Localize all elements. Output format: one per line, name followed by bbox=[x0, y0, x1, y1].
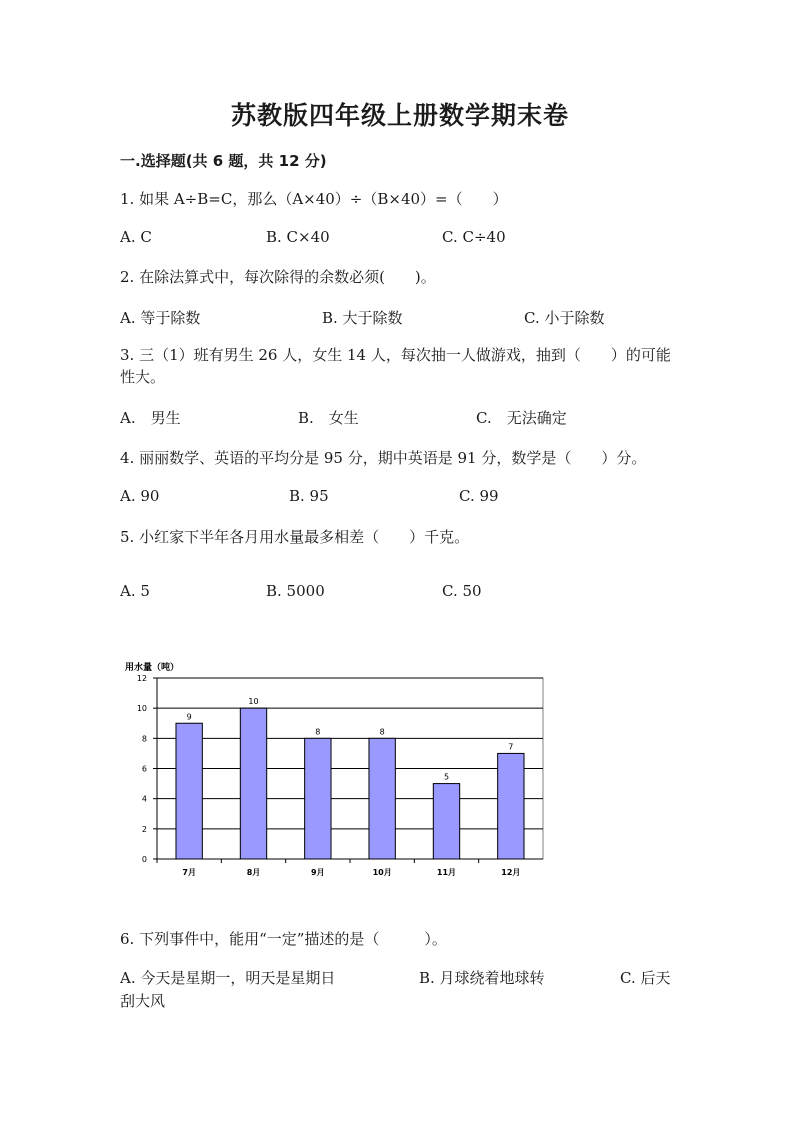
q6-option-a: A. 今天是星期一，明天是星期日 bbox=[120, 969, 336, 987]
chart-y-axis-label: 用水量（吨） bbox=[125, 663, 180, 673]
x-tick-label: 9月 bbox=[311, 868, 325, 877]
y-tick-label: 12 bbox=[136, 674, 147, 683]
q2-option-b: B. 大于除数 bbox=[322, 309, 403, 327]
data-label: 7 bbox=[508, 742, 514, 752]
y-tick-label: 2 bbox=[141, 824, 147, 834]
y-tick-label: 8 bbox=[141, 734, 147, 744]
q3-option-a: A. 男生 bbox=[120, 409, 181, 427]
data-label: 5 bbox=[443, 772, 450, 782]
bar-8月 bbox=[240, 708, 266, 859]
chart-grid bbox=[153, 678, 543, 863]
y-tick-label: 0 bbox=[141, 855, 147, 864]
q2-option-c: C. 小于除数 bbox=[524, 309, 605, 327]
q1-option-b: B. C×40 bbox=[266, 228, 330, 246]
y-tick-label: 6 bbox=[141, 764, 147, 774]
q4-option-a: A. 90 bbox=[120, 487, 160, 505]
q1-option-a: A. C bbox=[120, 228, 152, 246]
q5-option-b: B. 5000 bbox=[266, 582, 325, 600]
bar-10月 bbox=[369, 738, 395, 859]
q5-option-c: C. 50 bbox=[442, 582, 482, 600]
x-tick-label: 7月 bbox=[182, 868, 196, 877]
x-tick-label: 10月 bbox=[372, 868, 392, 877]
water-usage-bar-chart bbox=[115, 655, 555, 885]
data-label: 8 bbox=[315, 727, 321, 737]
bar-9月 bbox=[305, 738, 331, 859]
data-label: 9 bbox=[186, 712, 192, 722]
q4-option-b: B. 95 bbox=[289, 487, 329, 505]
q6-option-c-line2: 刮大风 bbox=[120, 992, 166, 1010]
question-4: 4. 丽丽数学、英语的平均分是 95 分，期中英语是 91 分，数学是（ ）分。 bbox=[120, 449, 647, 467]
y-tick-label: 4 bbox=[141, 794, 147, 804]
section-heading: 一.选择题(共 6 题，共 12 分) bbox=[120, 152, 327, 170]
y-tick-label: 10 bbox=[136, 704, 147, 714]
chart-bars bbox=[176, 708, 524, 859]
q3-option-b: B. 女生 bbox=[298, 409, 359, 427]
x-tick-label: 11月 bbox=[436, 868, 457, 877]
question-5: 5. 小红家下半年各月用水量最多相差（ ）千克。 bbox=[120, 528, 470, 546]
question-2: 2. 在除法算式中，每次除得的余数必须( )。 bbox=[120, 268, 436, 286]
q2-option-a: A. 等于除数 bbox=[120, 309, 201, 327]
question-6: 6. 下列事件中，能用“一定”描述的是（ ）。 bbox=[120, 930, 447, 948]
q5-option-a: A. 5 bbox=[120, 582, 150, 600]
x-tick-label: 8月 bbox=[246, 868, 261, 877]
q6-option-c-line1: C. 后天 bbox=[620, 969, 671, 987]
x-tick-label: 12月 bbox=[501, 868, 521, 877]
page-title: 苏教版四年级上册数学期末卷 bbox=[230, 101, 569, 130]
question-1: 1. 如果 A÷B=C，那么（A×40）÷（B×40）=（ ） bbox=[120, 190, 508, 208]
q3-option-c: C. 无法确定 bbox=[476, 409, 567, 427]
q6-option-b: B. 月球绕着地球转 bbox=[419, 969, 545, 987]
bar-11月 bbox=[433, 784, 459, 859]
bar-12月 bbox=[498, 753, 524, 859]
question-3: 3. 三（1）班有男生 26 人，女生 14 人，每次抽一人做游戏，抽到（ ）的可能性大。 bbox=[120, 346, 671, 386]
data-label: 10 bbox=[248, 697, 259, 707]
q1-option-c: C. C÷40 bbox=[442, 228, 506, 246]
bar-7月 bbox=[176, 723, 202, 859]
data-label: 8 bbox=[379, 727, 385, 737]
q4-option-c: C. 99 bbox=[459, 487, 499, 505]
